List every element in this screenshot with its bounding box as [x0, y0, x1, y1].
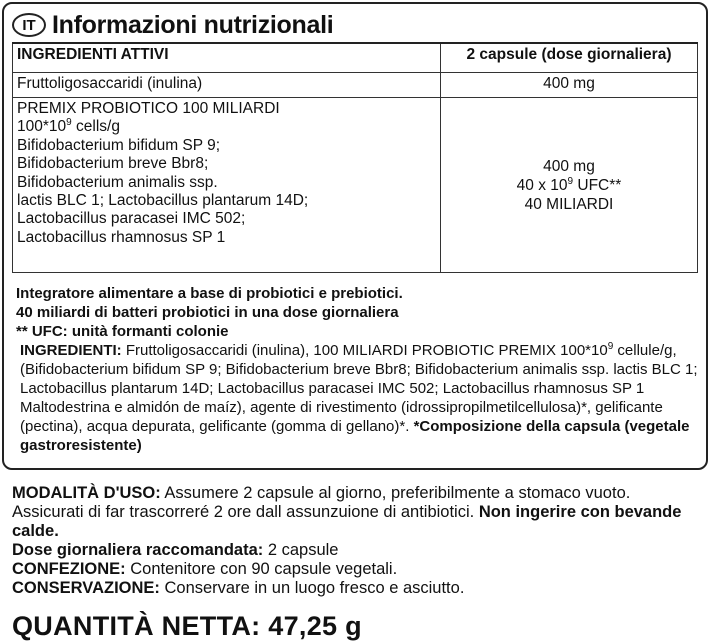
premix-ufc: 40 x $10^9$ UFC**	[516, 175, 622, 194]
table-row	[13, 73, 698, 98]
premix-amount: 400 mg	[543, 157, 595, 175]
ufc-footnote: ** UFC: unità formanti colonie	[16, 323, 229, 340]
premix-line: lactis BLC 1; Lactobacillus plantarum 14D;	[17, 192, 309, 210]
premix-billions: 40 MILIARDI	[524, 195, 614, 213]
column-header-dose: 2 capsule (dose giornaliera)	[441, 43, 698, 73]
premix-line: Lactobacillus rhamnosus SP 1	[17, 228, 226, 246]
storage: CONSERVAZIONE: Conservare in un luogo fresco e asciutto.	[12, 579, 465, 597]
language-badge: IT	[12, 13, 46, 37]
premix-cells-count: $100*10^9$ cells/g	[17, 117, 120, 136]
fos-name: Fruttoligosaccaridi (inulina)	[13, 73, 441, 98]
usage-mode: MODALITÀ D'USO: Assumere 2 capsule al giorno, preferibilmente a stomaco vuoto. Assicurati di far trascorreré 2 ore dall assunzuione di antibiotici. Non ingerire con bevande calde.	[12, 484, 682, 540]
supplement-description: Integratore alimentare a base di probiotici e prebiotici.	[16, 285, 403, 302]
net-quantity: QUANTITÀ NETTA: 47,25 g	[12, 611, 362, 641]
bacteria-count-note: 40 miliardi di batteri probiotici in una dose giornaliera	[16, 304, 399, 321]
table-row	[13, 98, 698, 273]
notes-section	[16, 284, 700, 455]
panel-header	[12, 8, 333, 42]
fos-amount: 400 mg	[441, 73, 698, 98]
premix-line: PREMIX PROBIOTICO 100 MILIARDI	[17, 100, 280, 117]
panel-title: Informazioni nutrizionali	[52, 10, 334, 39]
ingredients-list: INGREDIENTI: Fruttoligosaccaridi (inulina), 100 MILIARDI PROBIOTIC PREMIX $100*10^9$ cellule/g, (Bifidobacterium bifidum SP 9; Bifidobacterium breve Bbr8; Bifidobacterium animalis ssp. lactis BLC 1; Lactobacillus plantarum 14D; Lactobacillus paracasei IMC 502; Lactobacillus rhamnosus SP 1 Maltodestrina e almidón de maíz), agente di rivestimento (idrossipropilmetilcellulosa)*, gelificante (pectina), acqua depurata, gelificante (gomma di gellano)*. *Composizione della capsula (vegetale gastroresistente)	[20, 341, 698, 454]
premix-line: Lactobacillus paracasei IMC 502;	[17, 210, 246, 228]
nutrition-table	[12, 42, 698, 273]
premix-line: Bifidobacterium breve Bbr8;	[17, 155, 209, 173]
column-header-ingredients: INGREDIENTI ATTIVI	[13, 43, 441, 73]
usage-section	[12, 484, 702, 598]
premix-dose	[441, 98, 698, 273]
premix-line: Bifidobacterium bifidum SP 9;	[17, 136, 221, 154]
premix-line: Bifidobacterium animalis ssp.	[17, 173, 218, 191]
daily-dose: Dose giornaliera raccomandata: 2 capsule	[12, 541, 339, 559]
packaging: CONFEZIONE: Contenitore con 90 capsule vegetali.	[12, 560, 398, 578]
table-header-row	[13, 43, 698, 73]
premix-description	[13, 98, 441, 273]
